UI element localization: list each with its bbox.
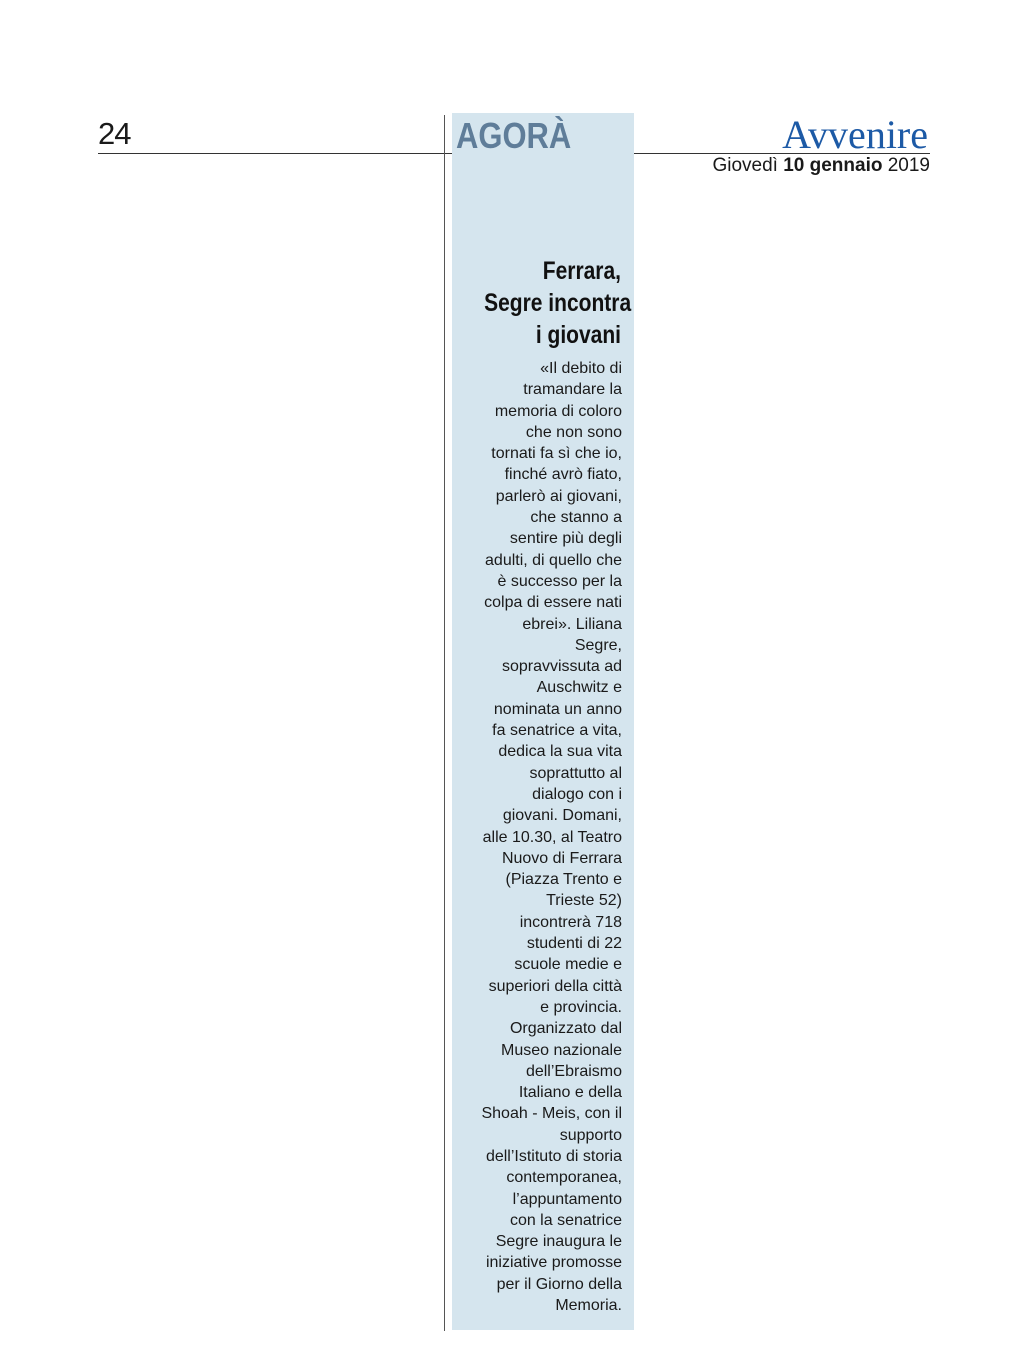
body-line: superiori della città [488,977,622,995]
issue-date [712,155,930,177]
body-line: «Il debito di [540,360,622,377]
body-line: supporto [559,1126,622,1144]
headline-line: Segre incontra [484,289,632,317]
headline-line: i giovani [535,321,621,349]
body-line: Museo nazionale [501,1041,622,1059]
body-line: Memoria. [555,1297,622,1315]
body-line: sopravvissuta ad [501,658,622,676]
body-line: (Piazza Trento e [505,871,622,889]
body-line: tramandare la [523,381,622,399]
body-line: Shoah - Meis, con il [481,1105,622,1123]
article-headline [458,255,632,351]
body-line: soprattutto al [529,764,622,782]
body-line: che stanno a [530,509,622,527]
body-line: Trieste 52) [546,892,622,910]
date-year: 2019 [882,155,930,176]
body-line: l’appuntamento [512,1190,622,1208]
date-day-month: 10 gennaio [783,155,883,176]
body-line: dedica la sua vita [498,743,622,761]
masthead-text: Avvenire [782,112,928,154]
body-line: con la senatrice [509,1211,622,1229]
body-line: Auschwitz e [536,679,622,697]
body-line: nominata un anno [493,700,622,718]
body-line: per il Giorno della [496,1275,622,1293]
body-line: Segre, [574,636,622,654]
body-line: Organizzato dal [509,1020,622,1038]
body-line: Italiano e della [518,1084,622,1102]
body-line: dialogo con i [532,785,622,803]
body-line: giovani. Domani, [502,807,622,825]
body-line: dell’Istituto di storia [485,1147,622,1165]
date-weekday: Giovedì [712,155,784,176]
body-line: Segre inaugura le [495,1233,622,1251]
body-line: sentire più degli [509,530,622,548]
body-line: ebrei». Liliana [522,615,622,633]
masthead-logo [780,110,930,154]
body-line: alle 10.30, al Teatro [482,828,622,846]
body-line: contemporanea, [506,1169,622,1187]
body-line: incontrerà 718 [519,913,622,931]
body-line: dell’Ebraismo [525,1062,622,1080]
body-line: che non sono [525,423,622,441]
column-divider [444,115,445,1331]
headline-line: Ferrara, [542,257,621,285]
body-line: iniziative promosse [485,1254,622,1272]
body-line: tornati fa sì che io, [491,445,622,463]
article-body [458,358,622,1316]
body-line: è successo per la [497,572,622,590]
body-line: e provincia. [540,998,622,1016]
body-line: studenti di 22 [526,935,622,953]
body-line: parlerò ai giovani, [495,487,622,505]
page-number: 24 [98,116,131,151]
body-line: memoria di coloro [494,402,622,420]
section-title: AGORÀ [456,115,572,156]
body-line: adulti, di quello che [485,551,622,569]
body-line: finché avrò fiato, [504,466,622,484]
body-line: Nuovo di Ferrara [501,849,622,867]
body-line: scuole medie e [514,956,622,974]
body-line: fa senatrice a vita, [492,722,622,740]
avvenire-logo [780,110,930,154]
body-line: colpa di essere nati [484,594,622,612]
